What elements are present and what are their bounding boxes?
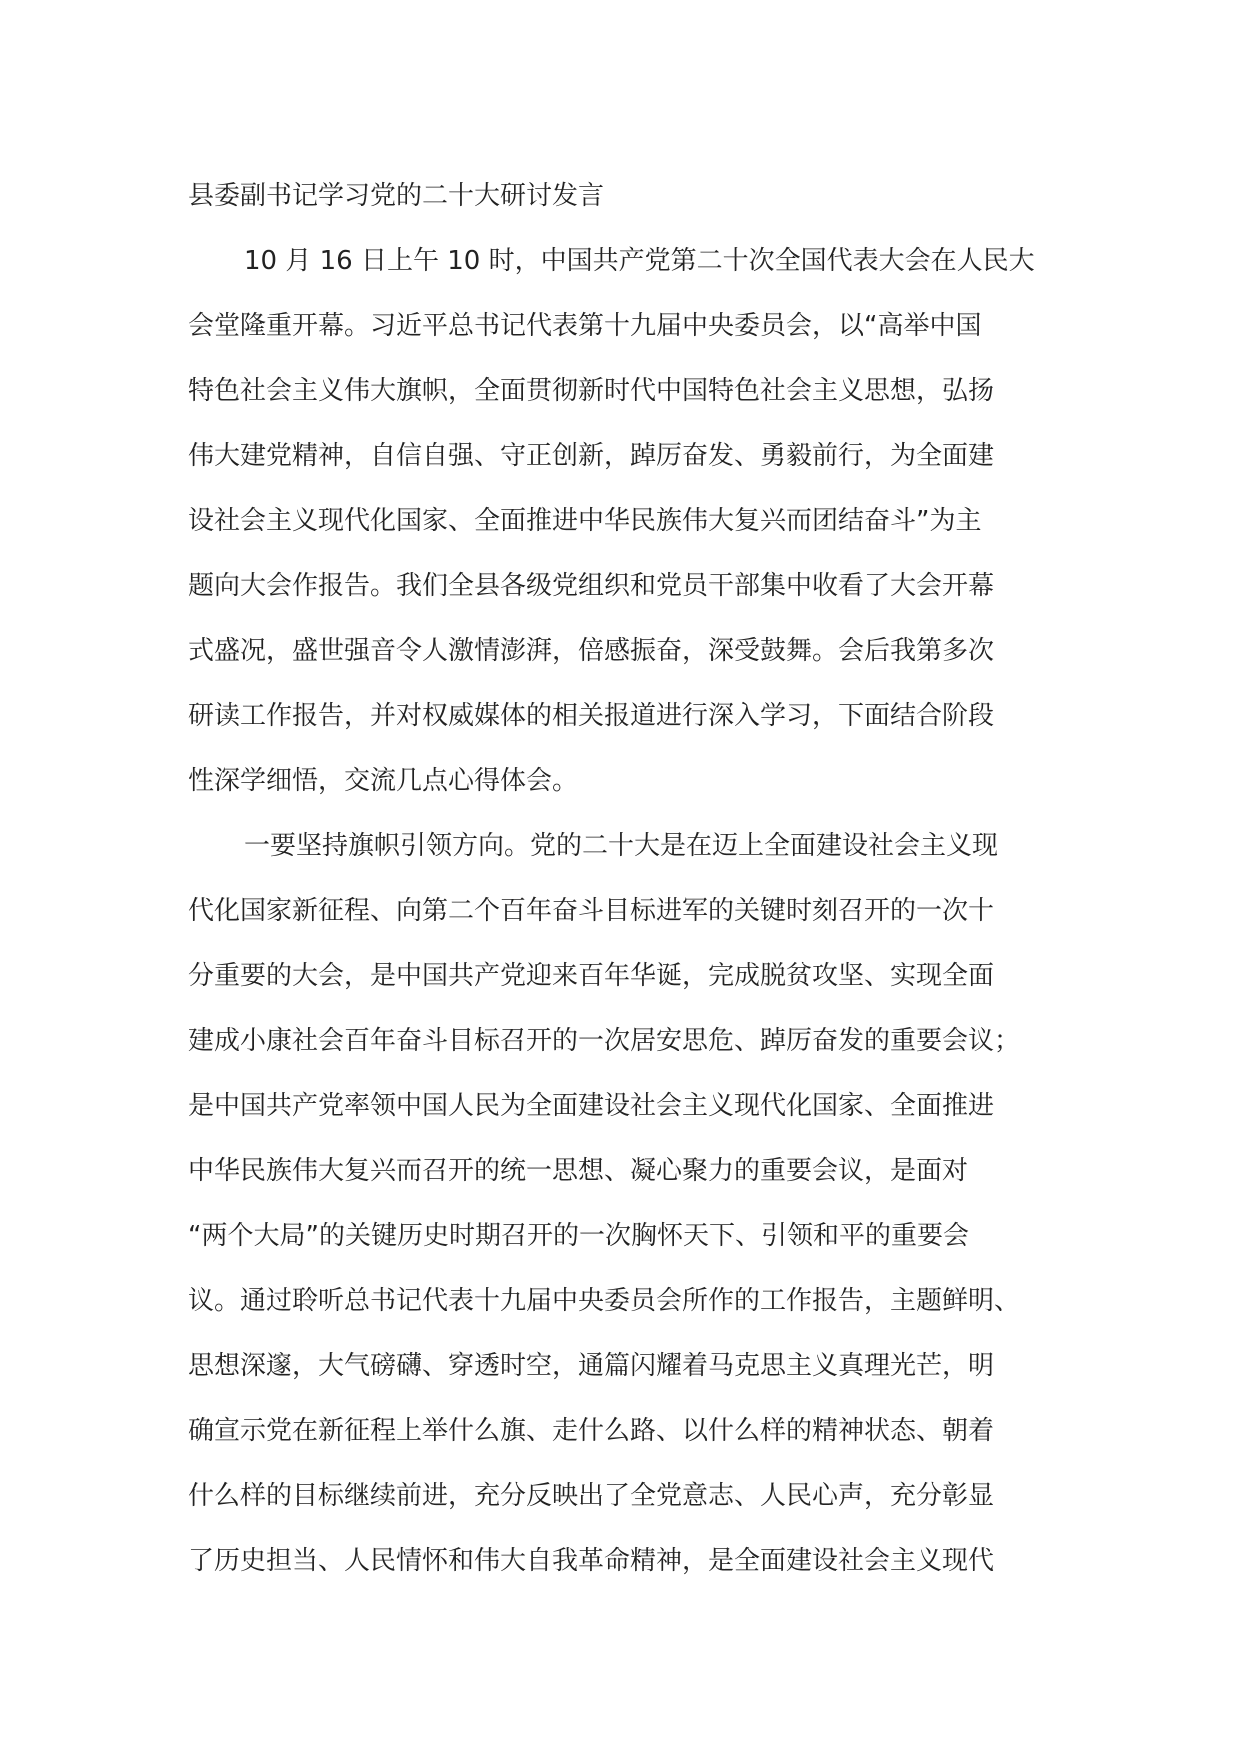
paragraph-2-line-7: “两个大局”的关键历史时期召开的一次胸怀天下、引领和平的重要会 — [188, 1221, 969, 1251]
paragraph-2-line-1: 一要坚持旗帜引领方向。党的二十大是在迈上全面建设社会主义现 — [244, 831, 999, 861]
paragraph-1-line-1: 10 月 16 日上午 10 时，中国共产党第二十次全国代表大会在人民大 — [244, 246, 1035, 276]
paragraph-2-line-10: 确宣示党在新征程上举什么旗、走什么路、以什么样的精神状态、朝着 — [188, 1416, 995, 1446]
paragraph-1-line-5: 设社会主义现代化国家、全面推进中华民族伟大复兴而团结奋斗”为主 — [188, 506, 982, 536]
paragraph-1-line-2: 会堂隆重开幕。习近平总书记代表第十九届中央委员会，以“高举中国 — [188, 311, 982, 341]
paragraph-2-line-11: 什么样的目标继续前进，充分反映出了全党意志、人民心声，充分彰显 — [188, 1481, 995, 1511]
paragraph-2-line-2: 代化国家新征程、向第二个百年奋斗目标进军的关键时刻召开的一次十 — [188, 896, 995, 926]
paragraph-1-line-6: 题向大会作报告。我们全县各级党组织和党员干部集中收看了大会开幕 — [188, 571, 995, 601]
paragraph-2-line-4: 建成小康社会百年奋斗目标召开的一次居安思危、踔厉奋发的重要会议； — [188, 1026, 1021, 1056]
paragraph-1-line-4: 伟大建党精神，自信自强、守正创新，踔厉奋发、勇毅前行，为全面建 — [188, 441, 995, 471]
paragraph-2-line-5: 是中国共产党率领中国人民为全面建设社会主义现代化国家、全面推进 — [188, 1091, 995, 1121]
paragraph-2-line-12: 了历史担当、人民情怀和伟大自我革命精神，是全面建设社会主义现代 — [188, 1546, 995, 1576]
paragraph-1-line-7: 式盛况，盛世强音令人激情澎湃，倍感振奋，深受鼓舞。会后我第多次 — [188, 636, 995, 666]
paragraph-2-line-6: 中华民族伟大复兴而召开的统一思想、凝心聚力的重要会议，是面对 — [188, 1156, 969, 1186]
paragraph-1-line-9: 性深学细悟，交流几点心得体会。 — [188, 766, 579, 796]
paragraph-1-line-3: 特色社会主义伟大旗帜，全面贯彻新时代中国特色社会主义思想，弘扬 — [188, 376, 995, 406]
paragraph-1-line-8: 研读工作报告，并对权威媒体的相关报道进行深入学习，下面结合阶段 — [188, 701, 995, 731]
document-title: 县委副书记学习党的二十大研讨发言 — [188, 181, 605, 211]
paragraph-2-line-8: 议。通过聆听总书记代表十九届中央委员会所作的工作报告，主题鲜明、 — [188, 1286, 1021, 1316]
paragraph-2-line-9: 思想深邃，大气磅礴、穿透时空，通篇闪耀着马克思主义真理光芒，明 — [188, 1351, 995, 1381]
paragraph-2-line-3: 分重要的大会，是中国共产党迎来百年华诞，完成脱贫攻坚、实现全面 — [188, 961, 995, 991]
